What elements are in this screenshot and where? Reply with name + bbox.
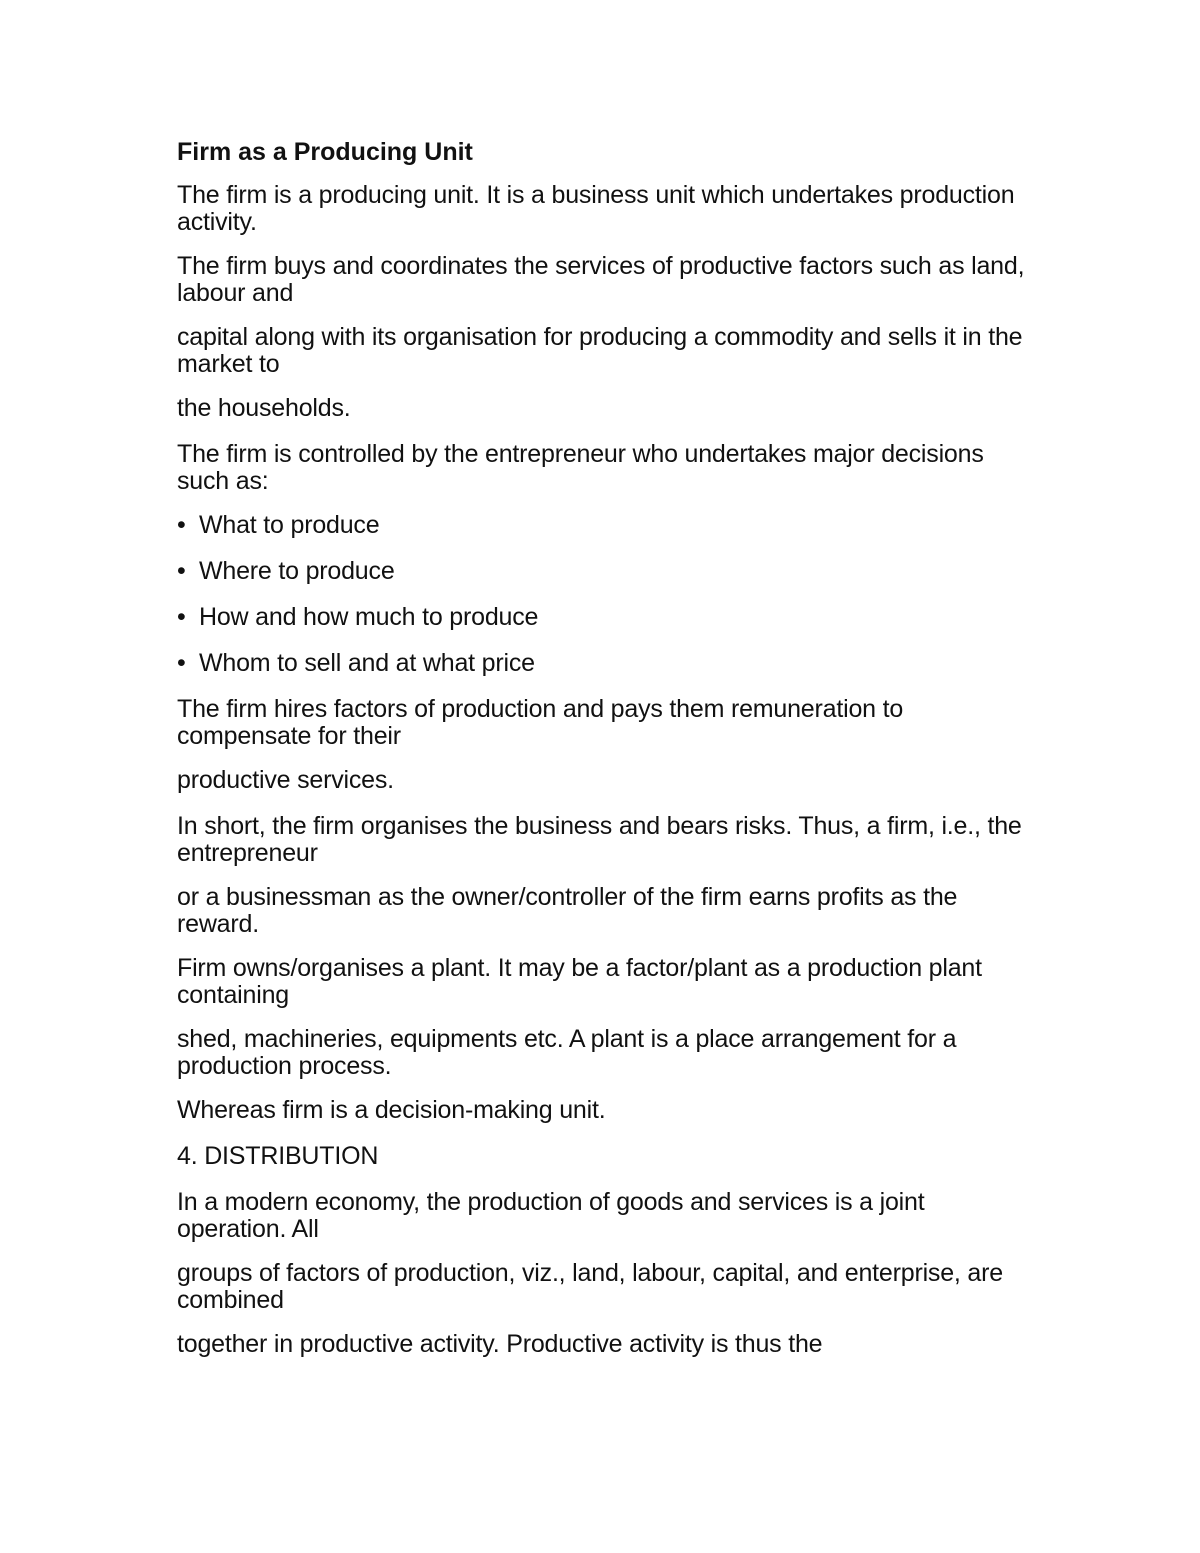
bullet-icon: •	[177, 649, 186, 677]
bullet-list-item	[177, 512, 1037, 539]
paragraph: or a businessman as the owner/controller of the firm earns profits as the reward.	[177, 883, 958, 938]
bullet-text: What to produce	[199, 511, 380, 539]
paragraph: shed, machineries, equipments etc. A plant is a place arrangement for a production process.	[177, 1025, 957, 1080]
paragraph: groups of factors of production, viz., land, labour, capital, and enterprise, are combined	[177, 1259, 1003, 1314]
document-body	[177, 136, 1037, 1377]
paragraph: together in productive activity. Productive activity is thus the	[177, 1330, 823, 1358]
bullet-icon: •	[177, 557, 186, 585]
bullet-icon: •	[177, 603, 186, 631]
bullet-list-item	[177, 558, 1037, 585]
paragraph: Firm owns/organises a plant. It may be a factor/plant as a production plant containing	[177, 954, 982, 1009]
bullet-list-item	[177, 650, 1037, 677]
document-title: Firm as a Producing Unit	[177, 138, 473, 166]
paragraph: capital along with its organisation for producing a commodity and sells it in the market to	[177, 323, 1023, 378]
paragraph: In a modern economy, the production of goods and services is a joint operation. All	[177, 1188, 925, 1243]
section-heading: 4. DISTRIBUTION	[177, 1142, 379, 1170]
bullet-text: How and how much to produce	[199, 603, 539, 631]
paragraph: the households.	[177, 394, 351, 422]
paragraph: Whereas firm is a decision-making unit.	[177, 1096, 606, 1124]
paragraph: The firm buys and coordinates the services of productive factors such as land, labour and	[177, 252, 1025, 307]
paragraph: The firm hires factors of production and pays them remuneration to compensate for their	[177, 695, 904, 750]
bullet-text: Whom to sell and at what price	[199, 649, 535, 677]
paragraph: The firm is controlled by the entrepreneur who undertakes major decisions such as:	[177, 440, 984, 495]
paragraph: productive services.	[177, 766, 394, 794]
bullet-list-item	[177, 604, 1037, 631]
bullet-icon: •	[177, 511, 186, 539]
paragraph: In short, the firm organises the business and bears risks. Thus, a firm, i.e., the entrepreneur	[177, 812, 1022, 867]
bullet-text: Where to produce	[199, 557, 395, 585]
paragraph: The firm is a producing unit. It is a business unit which undertakes production activity.	[177, 181, 1015, 236]
